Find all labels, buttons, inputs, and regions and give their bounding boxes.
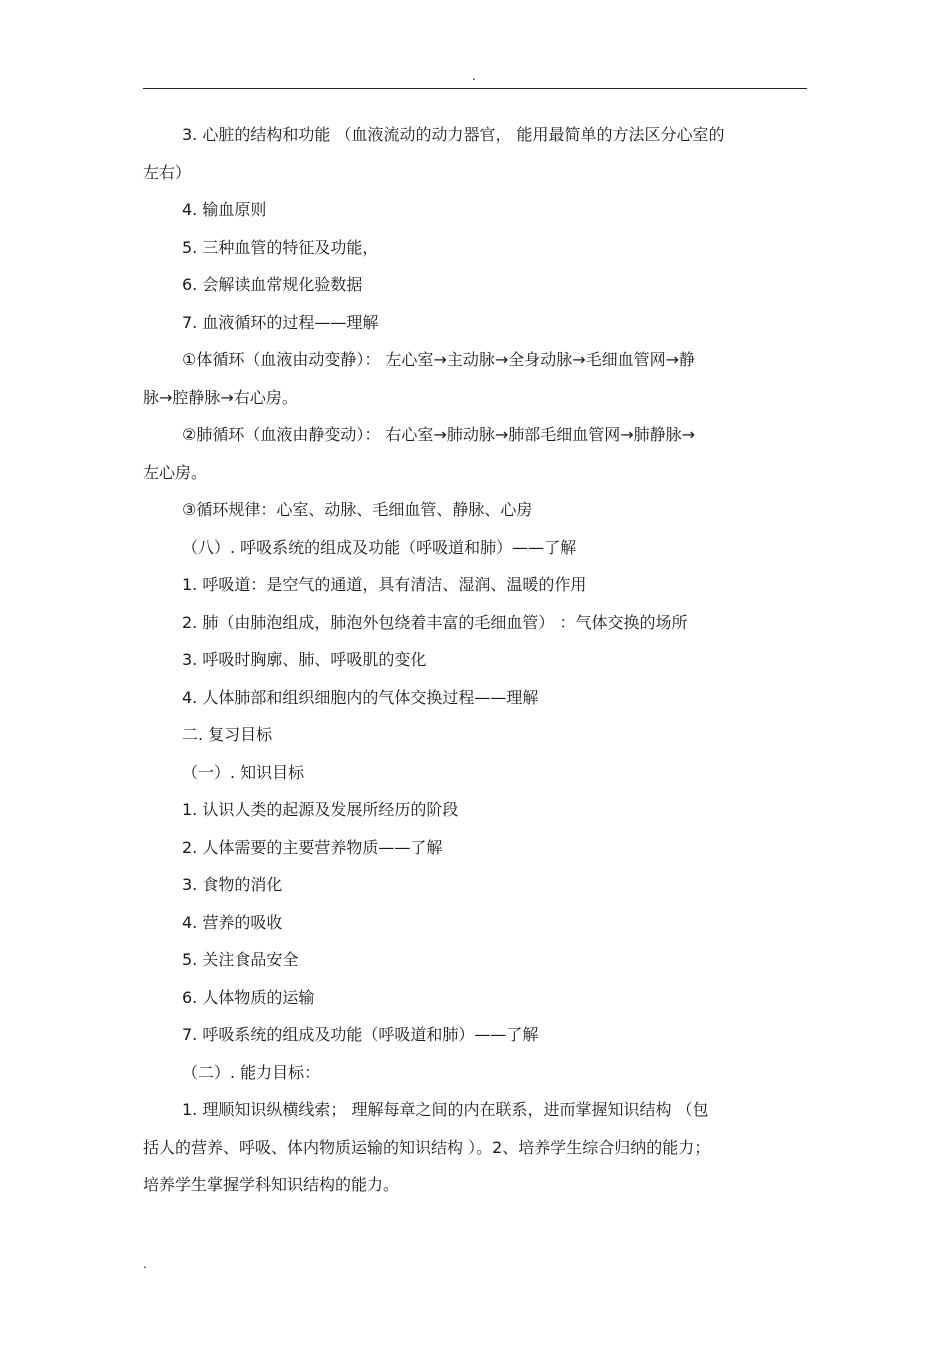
text-line: （八）. 呼吸系统的组成及功能（呼吸道和肺）——了解 bbox=[182, 537, 577, 557]
text-line: ③循环规律：心室、动脉、毛细血管、静脉、心房 bbox=[182, 500, 533, 519]
text-line: 5. 关注食品安全 bbox=[182, 950, 299, 969]
header-mark: . bbox=[472, 69, 476, 83]
footer-mark: . bbox=[143, 1257, 147, 1271]
text-line: 3. 呼吸时胸廓、肺、呼吸肌的变化 bbox=[182, 650, 427, 669]
text-line: 左右） bbox=[143, 162, 192, 182]
text-line: 6. 会解读血常规化验数据 bbox=[182, 275, 363, 294]
text-line: 1. 理顺知识纵横线索； 理解每章之间的内在联系，进而掌握知识结构 （包 bbox=[182, 1100, 709, 1119]
text-line: 2. 人体需要的主要营养物质——了解 bbox=[182, 837, 443, 857]
text-line: 1. 呼吸道：是空气的通道，具有清洁、湿润、温暖的作用 bbox=[182, 575, 587, 594]
text-line: 3. 食物的消化 bbox=[182, 875, 283, 894]
text-line: 二. 复习目标 bbox=[182, 725, 273, 744]
text-line: 7. 呼吸系统的组成及功能（呼吸道和肺）——了解 bbox=[182, 1025, 539, 1044]
text-line: 5. 三种血管的特征及功能， bbox=[182, 237, 379, 257]
document-body bbox=[143, 116, 807, 1204]
text-line: 括人的营养、呼吸、体内物质运输的知识结构 ）。2、培养学生综合归纳的能力； bbox=[143, 1137, 711, 1157]
text-line: 4. 输血原则 bbox=[182, 200, 267, 219]
text-line: 6. 人体物质的运输 bbox=[182, 987, 315, 1007]
text-line: （一）. 知识目标 bbox=[182, 762, 305, 782]
text-line: 4. 人体肺部和组织细胞内的气体交换过程——理解 bbox=[182, 687, 539, 707]
text-line: 左心房。 bbox=[143, 462, 208, 482]
header-rule bbox=[143, 88, 807, 89]
text-line: 培养学生掌握学科知识结构的能力。 bbox=[143, 1175, 400, 1194]
text-line: （二）. 能力目标： bbox=[182, 1062, 321, 1082]
text-line: 脉→腔静脉→右心房。 bbox=[143, 387, 298, 407]
text-line: 2. 肺（由肺泡组成，肺泡外包绕着丰富的毛细血管） ：气体交换的场所 bbox=[182, 612, 688, 632]
text-line: ②肺循环（血液由静变动）： 右心室→肺动脉→肺部毛细血管网→肺静脉→ bbox=[182, 425, 696, 444]
text-line: 1. 认识人类的起源及发展所经历的阶段 bbox=[182, 800, 459, 819]
text-line: 7. 血液循环的过程——理解 bbox=[182, 312, 379, 332]
text-line: 4. 营养的吸收 bbox=[182, 912, 283, 932]
text-line: 3. 心脏的结构和功能 （血液流动的动力器官， 能用最简单的方法区分心室的 bbox=[182, 125, 725, 144]
text-line: ①体循环（血液由动变静）： 左心室→主动脉→全身动脉→毛细血管网→静 bbox=[182, 350, 696, 369]
